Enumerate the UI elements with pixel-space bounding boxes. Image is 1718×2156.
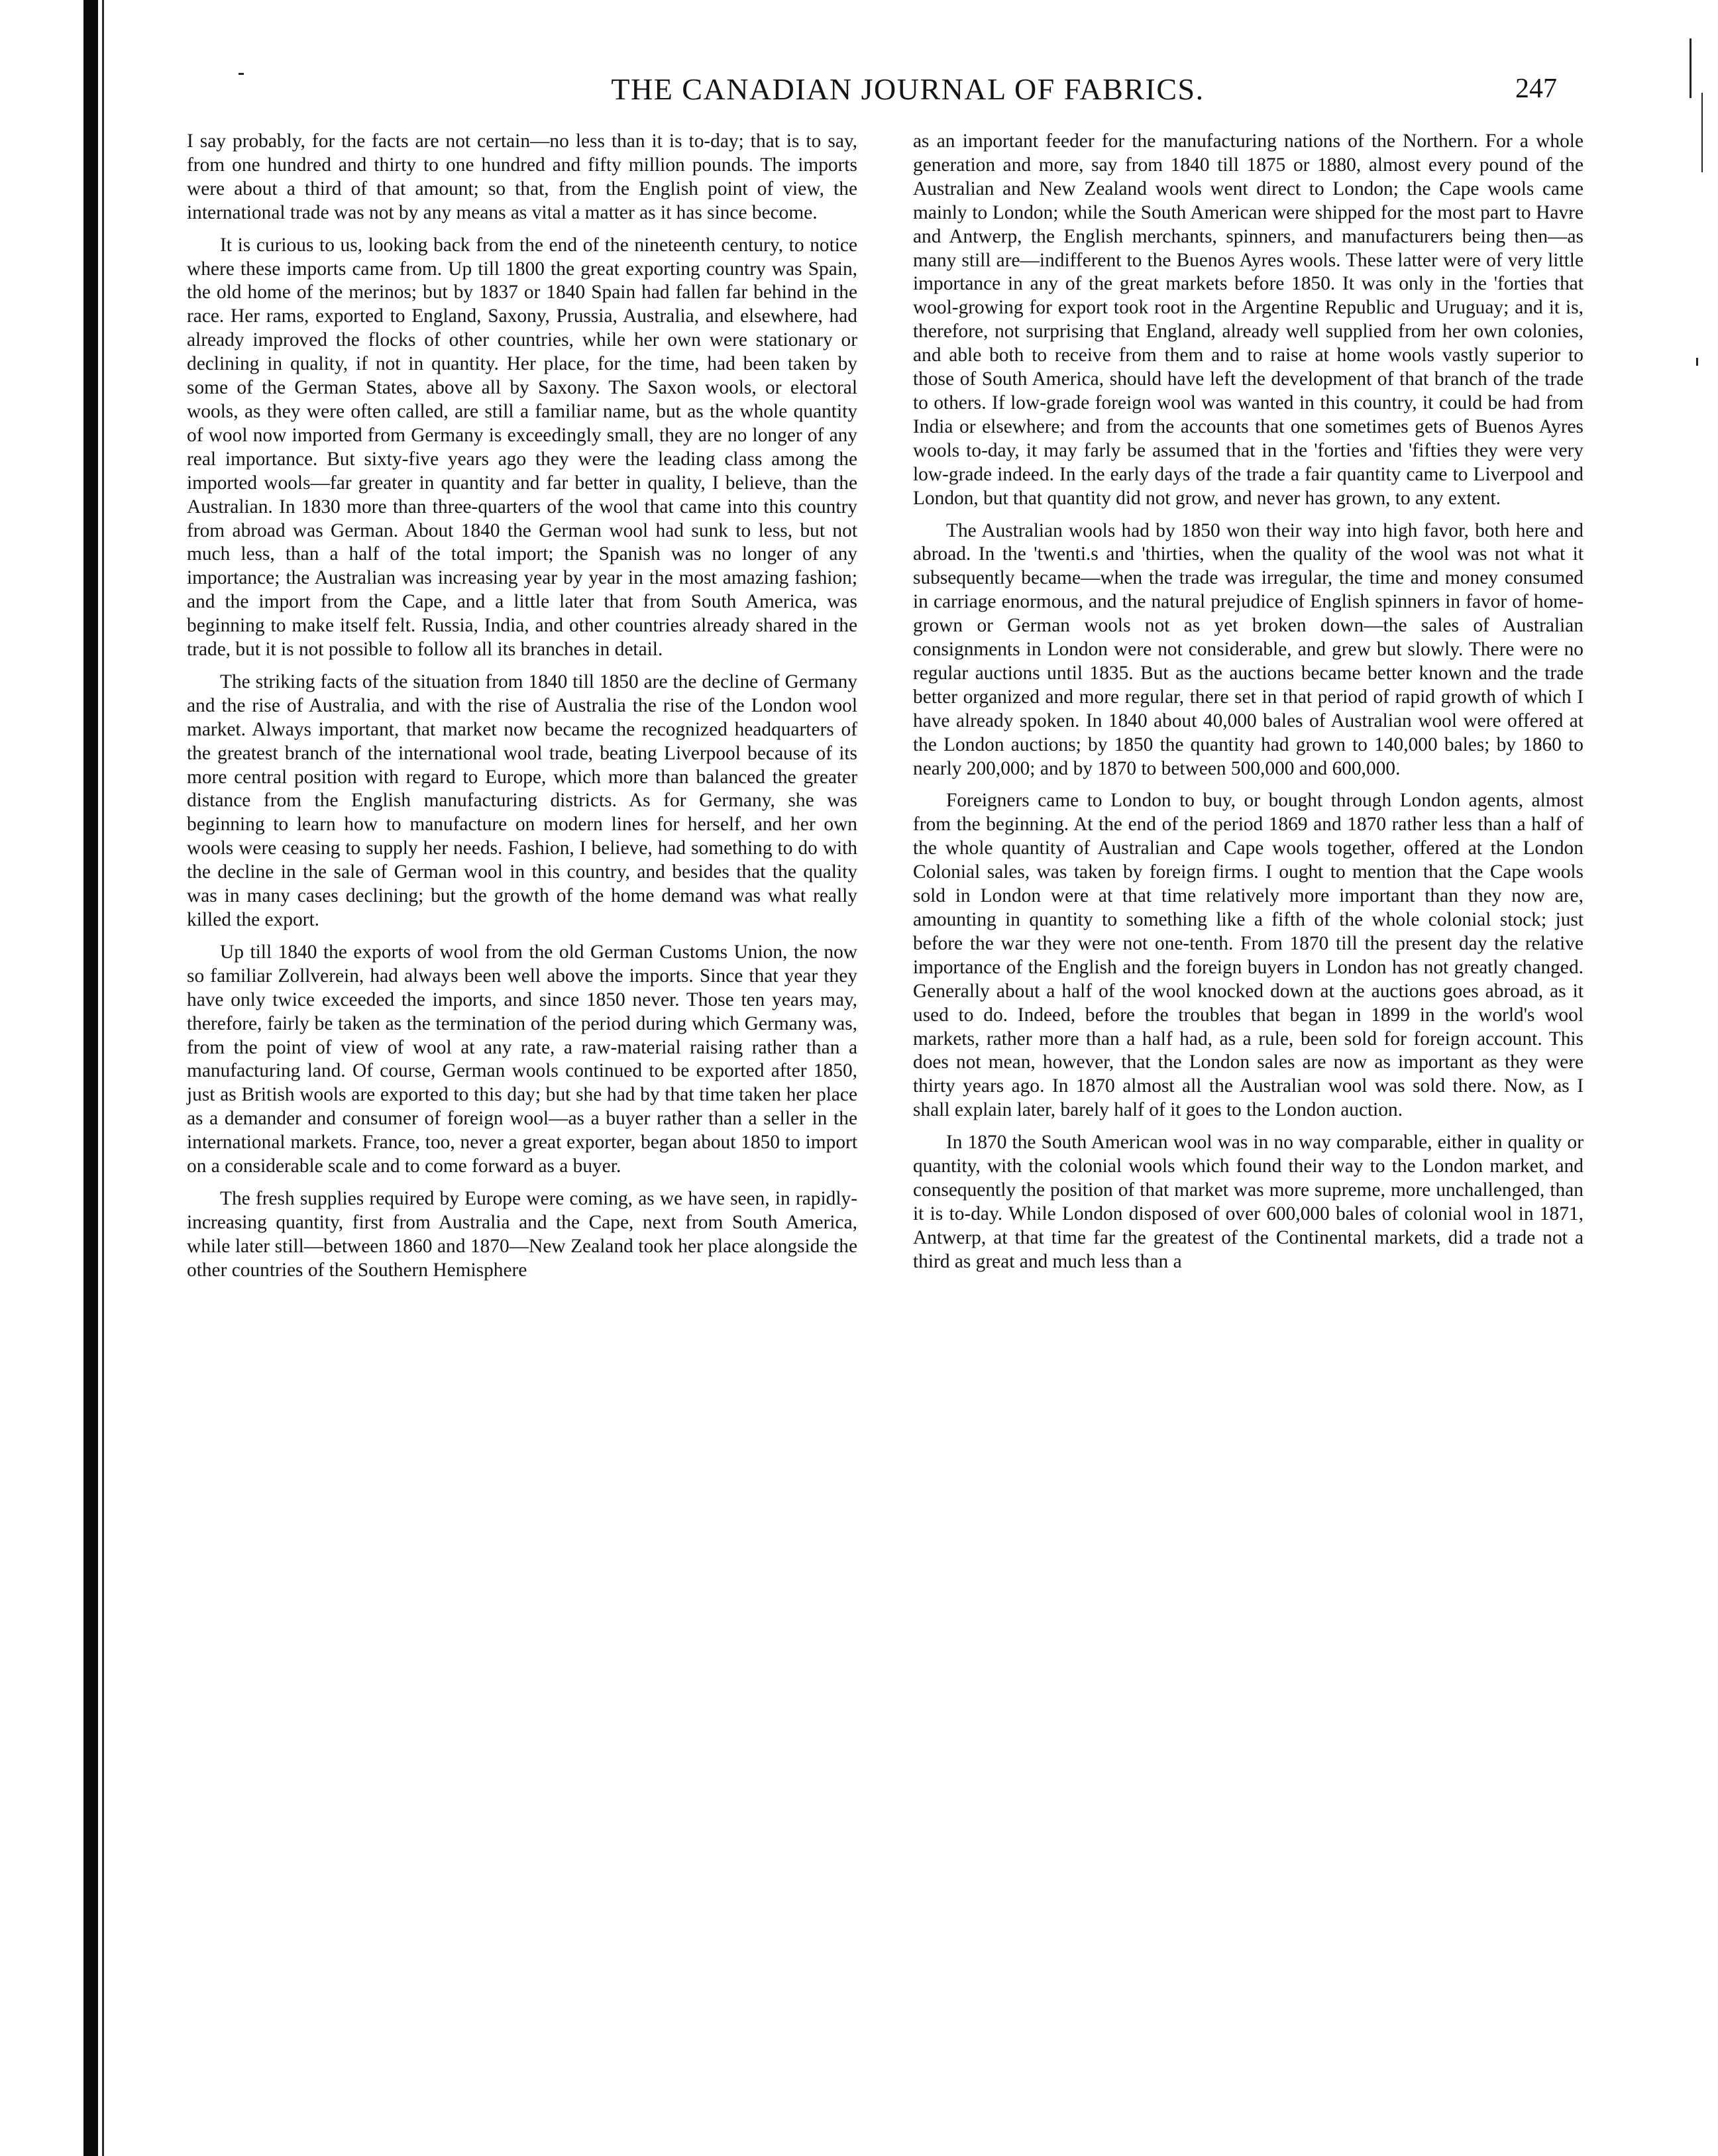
paragraph: The Australian wools had by 1850 won their way into high favor, both here and abroad. In the 'twenti.s and 'thirties, when the quality of the wool was not what it subsequently became—when the trade was irregular, the time and money consumed in carriage enormous, and the natural prejudice of English spinners in favor of home-grown or German wools not as yet broken down—the sales of Australian consignments in London were not considerable, and grew but slowly. There were no regular auctions until 1835. But as the auctions became better known and the trade better organized and more regular, there set in that period of rapid growth of which I have already spoken. In 1840 about 40,000 bales of Australian wool were offered at the London auctions; by 1850 the quantity had grown to 140,000 bales; by 1860 to nearly 200,000; and by 1870 to between 500,000 and 600,000.: [913, 519, 1584, 779]
paragraph: I say probably, for the facts are not certain—no less than it is to-day; that is to say, from one hundred and thirty to one hundred and fifty million pounds. The imports were about a third of that amount; so that, from the English point of view, the international trade was not by any means as vital a matter as it has since become.: [187, 131, 857, 223]
paragraph: Foreigners came to London to buy, or bought through London agents, almost from the beginning. At the end of the period 1869 and 1870 rather less than a half of the whole quantity of Australian and Cape wools together, offered at the London Colonial sales, was taken by foreign firms. I ought to mention that the Cape wools sold in London were at that time relatively more important than they now are, amounting in quantity to something like a fifth of the whole colonial stock; just before the war they were not one-tenth. From 1870 till the present day the relative importance of the English and the foreign buyers in London has not greatly changed. Generally about a half of the wool knocked down at the auctions goes abroad, as it used to do. Indeed, before the troubles that began in 1899 in the world's wool markets, rather more than a half had, as a rule, been sold for foreign account. This does not mean, however, that the London sales are now as important as they were thirty years ago. In 1870 almost all the Australian wool was sold there. Now, as I shall explain later, barely half of it goes to the London auction.: [913, 790, 1584, 1121]
binding-edge: [102, 0, 104, 2156]
paragraph: Up till 1840 the exports of wool from the old German Customs Union, the now so familiar Zollverein, had always been well above the imports. Since that year they have only twice exceeded the imports, and since 1850 never. Those ten years may, therefore, fairly be taken as the termination of the period during which Germany was, from the point of view of wool at any rate, a raw-material raising rather than a manufacturing land. Of course, German wools continued to be exported after 1850, just as British wools are exported to this day; but she had by that time taken her place as a demander and consumer of foreign wool—as a buyer rather than a seller in the international markets. France, too, never a great exporter, began about 1850 to import on a considerable scale and to come forward as a buyer.: [187, 941, 857, 1177]
paragraph: as an important feeder for the manufacturing nations of the Northern. For a whole generation and more, say from 1840 till 1875 or 1880, almost every pound of the Australian and New Zealand wools went direct to London; the Cape wools came mainly to London; while the South American were shipped for the most part to Havre and Antwerp, the English merchants, spinners, and manufacturers being then—as many still are—indifferent to the Buenos Ayres wools. These latter were of very little importance in any of the great markets before 1850. It was only in the 'forties that wool-growing for export took root in the Argentine Republic and Uruguay; and it is, therefore, not surprising that England, already well supplied from her own colonies, and able both to receive from them and to raise at home wools vastly superior to those of South America, should have left the development of that branch of the trade to others. If low-grade foreign wool was wanted in this country, it could be had from India or elsewhere; and from the accounts that one sometimes gets of Buenos Ayres wools to-day, it may farly be assumed that in the 'forties and 'fifties they were very low-grade indeed. In the early days of the trade a fair quantity came to Liverpool and London, but that quantity did not grow, and never has grown, to any extent.: [913, 131, 1584, 509]
paragraph: In 1870 the South American wool was in no way comparable, either in quality or quantity, with the colonial wools which found their way to the London market, and consequently the position of that market was more supreme, more unchallenged, than it is to-day. While London disposed of over 600,000 bales of colonial wool in 1871, Antwerp, at that time far the greatest of the Continental markets, did a trade not a third as great and much less than a: [913, 1132, 1584, 1272]
margin-mark: [1701, 93, 1703, 172]
right-column: [913, 130, 1584, 1283]
journal-title: THE CANADIAN JOURNAL OF FABRICS.: [611, 72, 1205, 106]
paragraph: The striking facts of the situation from 1840 till 1850 are the decline of Germany and the rise of Australia, and with the rise of Australia the rise of the London wool market. Always important, that market now became the recognized headquarters of the greatest branch of the international wool trade, beating Liverpool because of its more central position with regard to Europe, which more than balanced the greater distance from the English manufacturing districts. As for Germany, she was beginning to learn how to manufacture on modern lines for herself, and her own wools were ceasing to supply her needs. Fashion, I believe, had something to do with the decline in the sale of German wool in this country, and besides that the quality was in many cases declining; but the growth of the home demand was what really killed the export.: [187, 671, 857, 930]
paragraph: It is curious to us, looking back from the end of the nineteenth century, to notice where these imports came from. Up till 1800 the great exporting country was Spain, the old home of the merinos; but by 1837 or 1840 Spain had fallen far behind in the race. Her rams, exported to England, Saxony, Prussia, Australia, and elsewhere, had already improved the flocks of other countries, while her own were stationary or declining in quality, if not in quantity. Her place, for the time, had been taken by some of the German States, above all by Saxony. The Saxon wools, or electoral wools, as they were often called, are still a familiar name, but as the whole quantity of wool now imported from Germany is exceedingly small, they are no longer of any real importance. But sixty-five years ago they were the leading class among the imported wools—far greater in quantity and far better in quality, I believe, than the Australian. In 1830 more than three-quarters of the wool that came into this country from abroad was German. About 1840 the German wool had sunk to less, but not much less, than a half of the total import; the Spanish was no longer of any importance; the Australian was increasing year by year in the most amazing fashion; and the import from the Cape, and a little later that from South America, was beginning to make itself felt. Russia, India, and other countries already shared in the trade, but it is not possible to follow all its branches in detail.: [187, 234, 857, 661]
page-number: 247: [1515, 74, 1557, 104]
margin-mark: [1696, 358, 1698, 366]
left-column: [187, 130, 857, 1291]
page-header: [186, 72, 1630, 111]
margin-mark: [1690, 38, 1691, 98]
binding-shadow: [83, 0, 98, 2156]
paragraph: The fresh supplies required by Europe were coming, as we have seen, in rapidly-increasing quantity, first from Australia and the Cape, next from South America, while later still—between 1860 and 1870—New Zealand took her place alongside the other countries of the Southern Hemisphere: [187, 1187, 857, 1281]
